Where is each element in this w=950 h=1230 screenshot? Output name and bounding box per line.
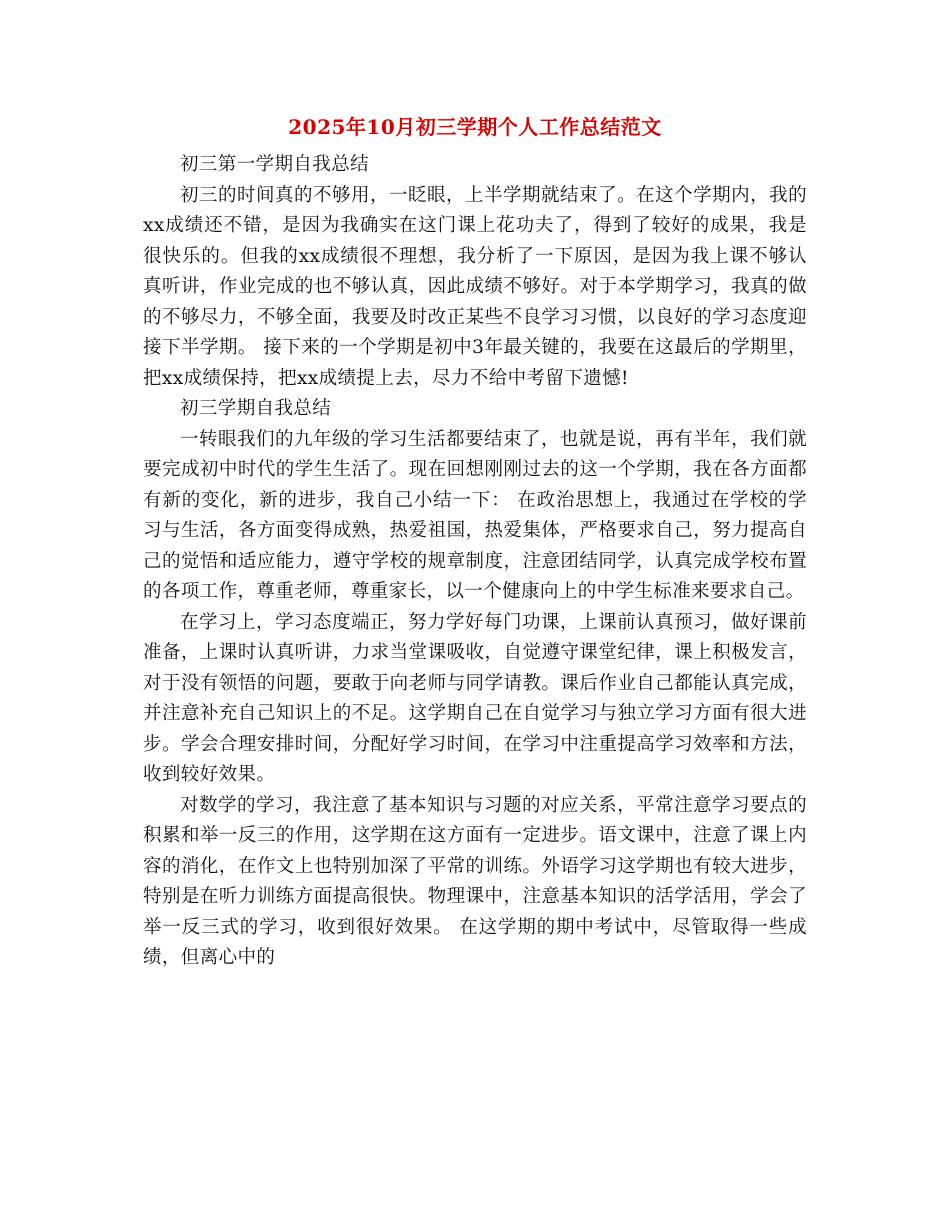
- paragraph-study-attitude: 在学习上，学习态度端正，努力学好每门功课，上课前认真预习，做好课前准备，上课时认真听讲，力求当堂课吸收，自觉遵守课堂纪律，课上积极发言，对于没有领悟的问题，要敢于向老师与同学请教。课后作业自己都能认真完成，并注意补充自己知识上的不足。这学期自己在自觉学习与独立学习方面有很大进步。学会合理安排时间，分配好学习时间，在学习中注重提高学习效率和方法，收到较好效果。: [143, 611, 807, 785]
- document-body: [143, 150, 807, 974]
- document-title: 2025年10月初三学期个人工作总结范文: [288, 115, 662, 139]
- section-heading-semester: 初三学期自我总结: [180, 398, 332, 419]
- paragraph-subjects: 对数学的学习，我注意了基本知识与习题的对应关系，平常注意学习要点的积累和举一反三的作用，这学期在这方面有一定进步。语文课中，注意了课上内容的消化，在作文上也特别加深了平常的训练。外语学习这学期也有较大进步，特别是在听力训练方面提高很快。物理课中，注意基本知识的活学活用，学会了举一反三式的学习，收到很好效果。 在这学期的期中考试中，尽管取得一些成绩，但离心中的: [143, 794, 807, 968]
- paragraph-first-semester-summary: 初三的时间真的不够用，一眨眼，上半学期就结束了。在这个学期内，我的xx成绩还不错，是因为我确实在这门课上花功夫了，得到了较好的成果，我是很快乐的。但我的xx成绩很不理想，我分析了一下原因，是因为我上课不够认真听讲，作业完成的也不够认真，因此成绩不够好。对于本学期学习，我真的做的不够尽力，不够全面，我要及时改正某些不良学习习惯，以良好的学习态度迎接下半学期。 接下来的一个学期是初中3年最关键的，我要在这最后的学期里，把xx成绩保持，把xx成绩提上去，尽力不给中考留下遗憾!: [143, 184, 807, 389]
- paragraph-political-thought: 一转眼我们的九年级的学习生活都要结束了，也就是说，再有半年，我们就要完成初中时代的学生生活了。现在回想刚刚过去的这一个学期，我在各方面都有新的变化，新的进步，我自己小结一下： 在政治思想上，我通过在学校的学习与生活，各方面变得成熟，热爱祖国，热爱集体，严格要求自己，努力提高自己的觉悟和适应能力，遵守学校的规章制度，注意团结同学，认真完成学校布置的各项工作，尊重老师，尊重家长，以一个健康向上的中学生标准来要求自己。: [143, 428, 807, 602]
- section-heading-first-semester: 初三第一学期自我总结: [180, 154, 370, 175]
